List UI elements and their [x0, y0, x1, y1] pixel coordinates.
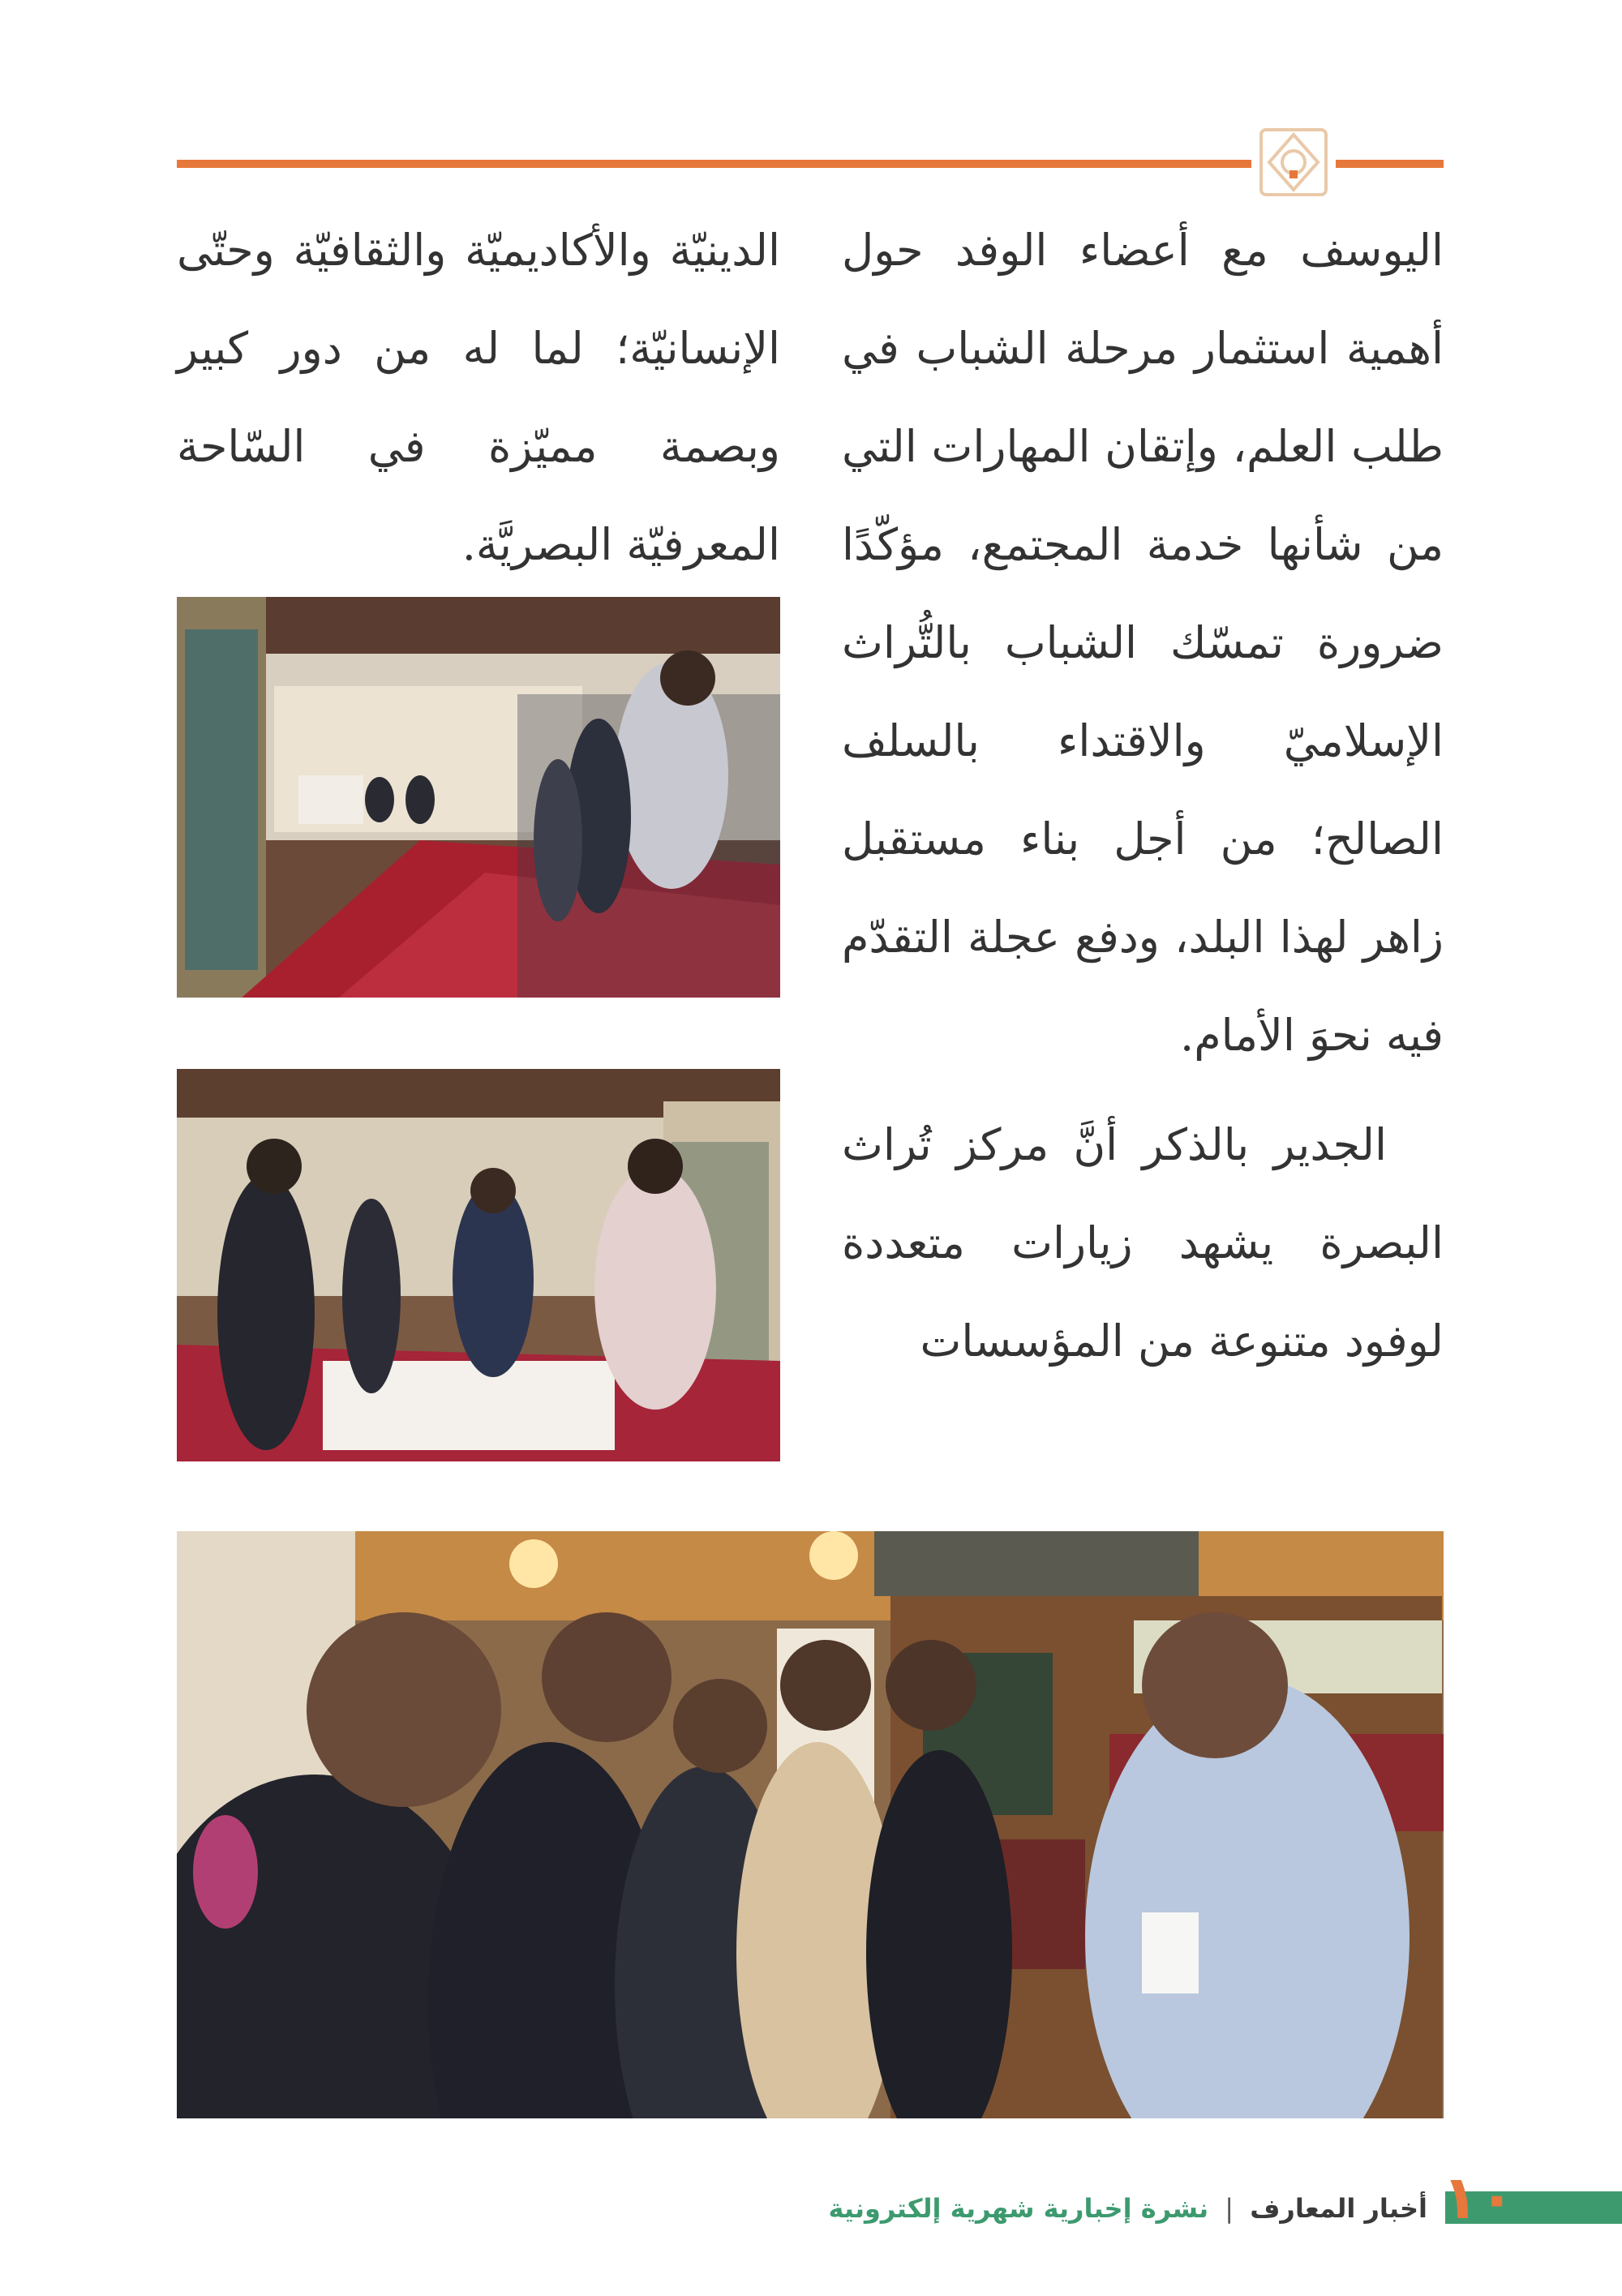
- footer-publication: [811, 2180, 1427, 2237]
- article-column-right: [842, 201, 1444, 1390]
- article-paragraph: الدينيّة والأكاديميّة والثقافيّة وحتّى الإنسانيّة؛ لما له من دور كبير وبصمة مميّزة في السّاحة المعرفيّة البصريَّة.: [177, 225, 780, 570]
- publication-subtitle: نشرة إخبارية شهرية إلكترونية: [828, 2193, 1209, 2224]
- article-paragraph: اليوسف مع أعضاء الوفد حول أهمية استثمار مرحلة الشباب في طلب العلم، وإتقان المهارات التي من شأنها خدمة المجتمع، مؤكّدًا ضرورة تمسّك الشباب بالتُّراث الإسلاميّ والاقتداء بالسلف الصالح؛ من أجل بناء مستقبل زاهر لهذا البلد، ودفع عجلة التقدّم فيه نحوَ الأمام.: [842, 225, 1444, 1061]
- publication-title: أخبار المعارف: [1250, 2193, 1427, 2224]
- photo-visitors-reviewing-books: [177, 1069, 780, 1461]
- article-column-left: [177, 201, 780, 594]
- emblem-icon: [1255, 123, 1332, 201]
- article-paragraph: الجدير بالذكر أنَّ مركز تُراث البصرة يشهد زيارات متعددة لوفود متنوعة من المؤسسات: [842, 1119, 1444, 1367]
- photo-staff-conversation: [177, 1531, 1444, 2118]
- photo-library-visit-group: [177, 597, 780, 998]
- logo-emblem: [1251, 120, 1336, 204]
- page-number: ١٠: [1442, 2163, 1516, 2233]
- footer-separator: |: [1225, 2193, 1234, 2224]
